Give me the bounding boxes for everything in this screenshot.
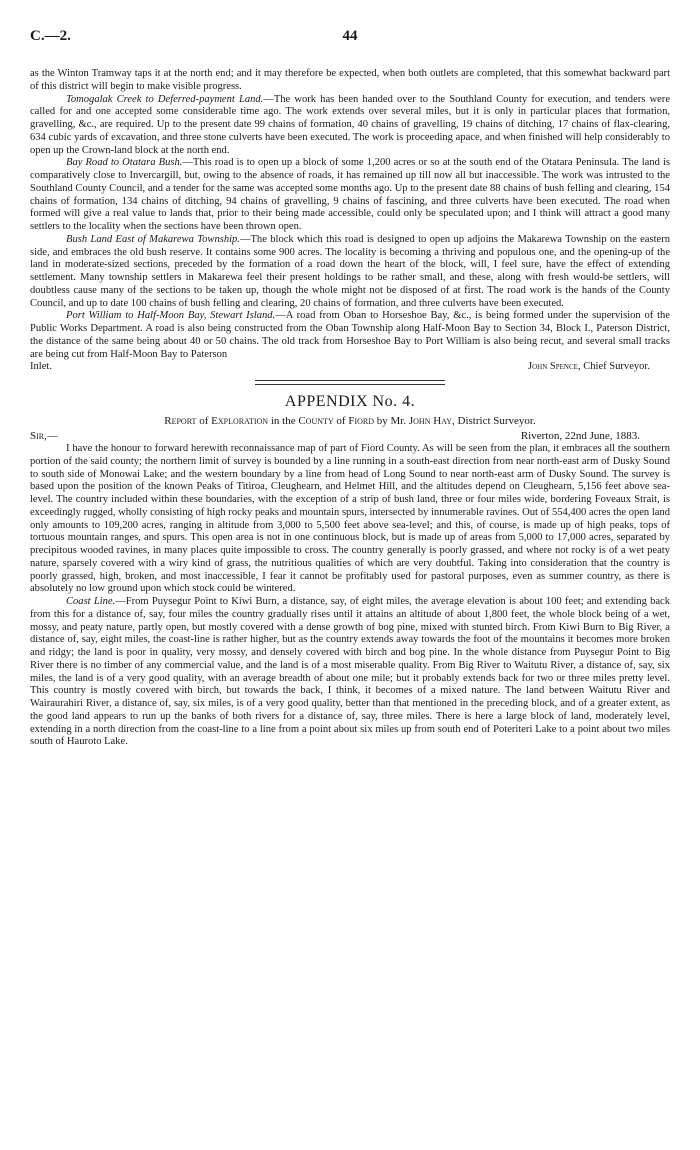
page-header — [30, 28, 670, 68]
salutation: Sir,— — [30, 430, 58, 442]
paragraph-heading: Bush Land East of Makarewa Township. — [66, 233, 240, 245]
paragraph-tomogalak — [30, 94, 670, 158]
paragraph-port-william — [30, 310, 670, 361]
paragraph-report-main: I have the honour to forward herewith reconnaissance map of part of Fiord County. As will be seen from the plan, it embraces all the southern portion of the said county; the northern limit of survey is bounded by a line running in a south-east direction from near north-east arm of Dusky Sound to south side of Monowai Lake; and the western boundary by a line from head of Long Sound to near north-east arm of Dusky Sound. The survey is based upon the position of the known Peaks of Titiroa, Cleughearn, and Helmet Hill, and the altitudes depend on Cleughearn, 5,156 feet above sea-level. The country included within these boundaries, with the exception of a strip of bush land, three or four miles wide, bordering Foveaux Strait, is exceedingly rugged, wholly consisting of high rocky peaks and mountain spurs, intersected by innumerable ravines. Out of 554,400 acres the open land only amounts to 109,200 acres, ranging in altitude from 3,000 to 5,500 feet above sea-level; and this, of course, is made up of high peaks, tops of tortuous mountain ranges, and spurs. This open area is not in one continuous block, but is made up of areas from 5,000 to 17,000 acres, separated by precipitous wooded ravines, in many places quite impossible to cross. The country generally is poorly grassed, and where not rocky is of a wet peaty nature, sparsely covered with a wiry kind of grass, the nutritious qualities of which are very doubtful. Taking into consideration that the country is poorly grassed, high, broken, and most inaccessible, I fear it cannot be profitably used for pastoral purposes, even as summer country, as there is absolutely no low ground upon which stock could be wintered. — [30, 443, 670, 595]
report-title: Report of Exploration in the County of Fiord by Mr. John Hay, District Surveyor. — [164, 415, 536, 427]
document-reference: C.—2. — [30, 28, 71, 44]
paragraph-coast-line — [30, 596, 670, 749]
last-word: Inlet. — [30, 361, 52, 373]
paragraph-body: —The block which this road is designed to open up adjoins the Makarewa Township on the eastern side, and embraces the old bush reserve. It contains some 900 acres. The locality is becoming a thriving and populous one, and the opening-up of the land in moderate-sized sections, preceded by the formation of a road down the heart of the block, will, I feel sure, have the effect of extending settlement. Many township settlers in Makarewa feel their present holdings to be rather small, and these, along with fresh would-be settlers, will doubtless cause many of the sections to be taken up, though the whole might not be disposed of at first. The road work is the hands of the County Council, and up to date 100 chains of bush felling and clearing, 20 chains of formation, and three culverts have been executed. — [30, 233, 670, 309]
signature — [528, 361, 670, 374]
place-date: Riverton, 22nd June, 1883. — [520, 430, 640, 442]
paragraph-body: —A road from Oban to Horseshoe Bay, &c., is being formed under the supervision of the Public Works Department. A road is also being constructed from the Oban Township along Half-Moon Bay to Section 34, Block I., Paterson District, the distance of the same being about 40 or 50 chains. The old track from Horseshoe Bay to Port William is also being recut, and several small tracks are being cut from Half-Moon Bay to Paterson — [30, 310, 670, 360]
signature-title: , Chief Surveyor. — [577, 361, 650, 373]
paragraph-heading: Bay Road to Otatara Bush. — [66, 157, 183, 169]
paragraph-heading: Port William to Half-Moon Bay, Stewart Island. — [66, 310, 276, 322]
paragraph-heading: Coast Line. — [66, 596, 116, 607]
section-divider — [255, 380, 445, 385]
paragraph-bush-land — [30, 234, 670, 311]
appendix-title: APPENDIX No. 4. — [284, 393, 416, 410]
paragraph-body: —From Puysegur Point to Kiwi Burn, a distance, say, of eight miles, the average elevation is about 100 feet; and extending back from this for a distance of, say, four miles the country gradually rises until it attains an altitude of about 1,800 feet, the whole block being of a wet, mossy, and peaty nature, partly open, but mostly covered with a dense growth of bog pine, mixed with stunted birch. From Kiwi Burn to Big River, a distance of, say, eight miles, the coast-line is rather higher, but as the country extends away towards the foot of the mountains it becomes more broken and ridgy; the land is poor in quality, very mossy, and densely covered with birch and bog pine. In the whole distance from Puysegur Point to Big River there is no timber of any commercial value, and the land is of a most miserable quality. From Big River to Waitutu River, a distance of, say, six miles, the land is of a very good quality, with an average breadth of about one mile; but it probably extends back for two or three miles pretty level. This country is mostly covered with birch, but towards the back, I think, it becomes of a mixed nature. The land between Waitutu River and Wairaurahiri River, a distance of, say, six miles, is of a very good quality, better than that mentioned in the preceding block, and of a greater extent, as the good land appears to run up the banks of both rivers for a distance of, say, three miles. There is here a large block of land, moderately level, extending in a north direction from the coast-line to a line from a point about six miles up from south end of Poteriteri Lake to a point about two miles south of Hauroto Lake. — [30, 596, 670, 748]
paragraph-body: —This road is to open up a block of some 1,200 acres or so at the south end of the Otatara Peninsula. The land is comparatively close to Invercargill, but, owing to the absence of roads, it has remained up till now all but inaccessible. The work was intrusted to the Southland County Council, and a tender for the same was accepted some months ago. Up to the present date 88 chains of bush felling and clearing, 154 chains of formation, 134 chains of ditching, 94 chains of gravelling, 9 chains of fascining, and three culverts have been executed. The road when formed will give a real value to lands that, prior to their being made accessible, could only be speculated upon; and I think will attract a good many settlers to the locality when the sections have been thrown open. — [30, 157, 670, 232]
signature-name: John Spence — [527, 361, 578, 373]
signature-line — [30, 361, 670, 374]
page-number: 44 — [342, 28, 358, 44]
salutation-line — [30, 430, 670, 442]
body-text — [30, 68, 670, 374]
paragraph-bay-road — [30, 157, 670, 234]
paragraph-body: —The work has been handed over to the Southland County for execution, and tenders were called for and one accepted some considerable time ago. The work extends over several miles, but it is only in particular places that formation, gravelling, &c., are required. Up to the present date 99 chains of formation, 40 chains of gravelling, 19 chains of ditching, 17 chains of flax-clearing, 634 cubic yards of excavation, and three stone culverts have been executed. The work is proceeding apace, and when finished will help considerably to open up the Crown-land block at the north end. — [30, 93, 670, 156]
paragraph-heading: Tomogalak Creek to Deferred-payment Land. — [66, 93, 264, 105]
paragraph-intro: as the Winton Tramway taps it at the north end; and it may therefore be expected, when both outlets are completed, that this somewhat backward part of this district will begin to make visible progress. — [30, 68, 670, 92]
document-page — [30, 28, 670, 749]
appendix-body — [30, 443, 670, 749]
